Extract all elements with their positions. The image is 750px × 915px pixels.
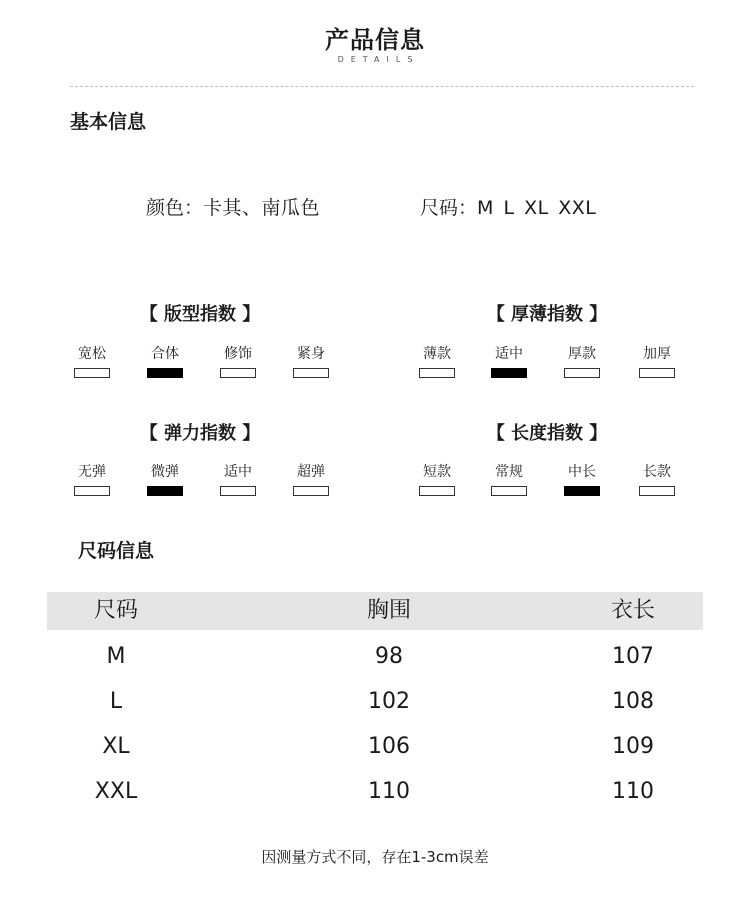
chest-column-header: 胸围: [366, 598, 411, 623]
table-row: [47, 777, 703, 807]
length-option: 长款: [627, 464, 687, 496]
length-option-box: [491, 486, 527, 496]
length-cell: 108: [612, 689, 654, 714]
fit-option: 宽松: [62, 346, 122, 378]
length-cell: 109: [612, 734, 654, 759]
length-option-box: [564, 486, 600, 496]
fit-option-box: [220, 368, 256, 378]
thickness-index-scale: [375, 346, 750, 386]
size-info-title: 尺码信息: [78, 540, 155, 562]
header-divider: [70, 86, 694, 87]
chest-cell: 98: [375, 644, 403, 669]
color-info: [146, 193, 320, 220]
fit-option-box: [147, 368, 183, 378]
page-subtitle: DETAILS: [337, 55, 420, 64]
size-cell: XL: [102, 734, 130, 759]
table-row: [47, 687, 703, 717]
thickness-index-heading: 【 厚薄指数 】: [486, 304, 608, 325]
chest-cell: 102: [368, 689, 410, 714]
size-table-header: [47, 592, 703, 630]
thickness-option-box: [491, 368, 527, 378]
length-option: 短款: [407, 464, 467, 496]
size-column-header: 尺码: [93, 598, 138, 623]
thickness-option-box: [639, 368, 675, 378]
fit-index-scale: [0, 346, 375, 386]
color-label: 颜色：: [146, 197, 204, 219]
elasticity-index-scale: [0, 464, 375, 504]
chest-cell: 106: [368, 734, 410, 759]
thickness-option: 加厚: [627, 346, 687, 378]
measurement-footnote: 因测量方式不同，存在1-3cm误差: [261, 848, 489, 866]
elasticity-option: 无弹: [62, 464, 122, 496]
chest-cell: 110: [368, 779, 410, 804]
elasticity-option-box: [220, 486, 256, 496]
color-value: 卡其、南瓜色: [203, 197, 321, 219]
fit-option-box: [293, 368, 329, 378]
elasticity-option-box: [293, 486, 329, 496]
fit-option-box: [74, 368, 110, 378]
size-cell: M: [106, 644, 126, 669]
size-label: 尺码：: [420, 197, 478, 219]
elasticity-index-heading: 【 弹力指数 】: [139, 423, 261, 444]
thickness-option-box: [564, 368, 600, 378]
length-option-box: [639, 486, 675, 496]
length-cell: 107: [612, 644, 654, 669]
thickness-option-box: [419, 368, 455, 378]
elasticity-option: 微弹: [135, 464, 195, 496]
elasticity-option-box: [147, 486, 183, 496]
table-row: [47, 732, 703, 762]
length-column-header: 衣长: [610, 598, 655, 623]
basic-info-title: 基本信息: [70, 111, 147, 133]
fit-index-heading: 【 版型指数 】: [139, 304, 261, 325]
length-option-box: [419, 486, 455, 496]
size-cell: L: [109, 689, 123, 714]
size-table-body: [47, 642, 703, 812]
length-cell: 110: [612, 779, 654, 804]
fit-option: 合体: [135, 346, 195, 378]
length-index-heading: 【 长度指数 】: [486, 423, 608, 444]
size-cell: XXL: [94, 779, 138, 804]
fit-option: 修饰: [208, 346, 268, 378]
length-option: 常规: [479, 464, 539, 496]
fit-option: 紧身: [281, 346, 341, 378]
size-info: [420, 193, 596, 220]
size-value: M L XL XXL: [477, 197, 597, 219]
table-row: [47, 642, 703, 672]
thickness-option: 适中: [479, 346, 539, 378]
elasticity-option-box: [74, 486, 110, 496]
elasticity-option: 适中: [208, 464, 268, 496]
thickness-option: 薄款: [407, 346, 467, 378]
elasticity-option: 超弹: [281, 464, 341, 496]
thickness-option: 厚款: [552, 346, 612, 378]
page-title: 产品信息: [325, 26, 425, 54]
length-option: 中长: [552, 464, 612, 496]
length-index-scale: [375, 464, 750, 504]
